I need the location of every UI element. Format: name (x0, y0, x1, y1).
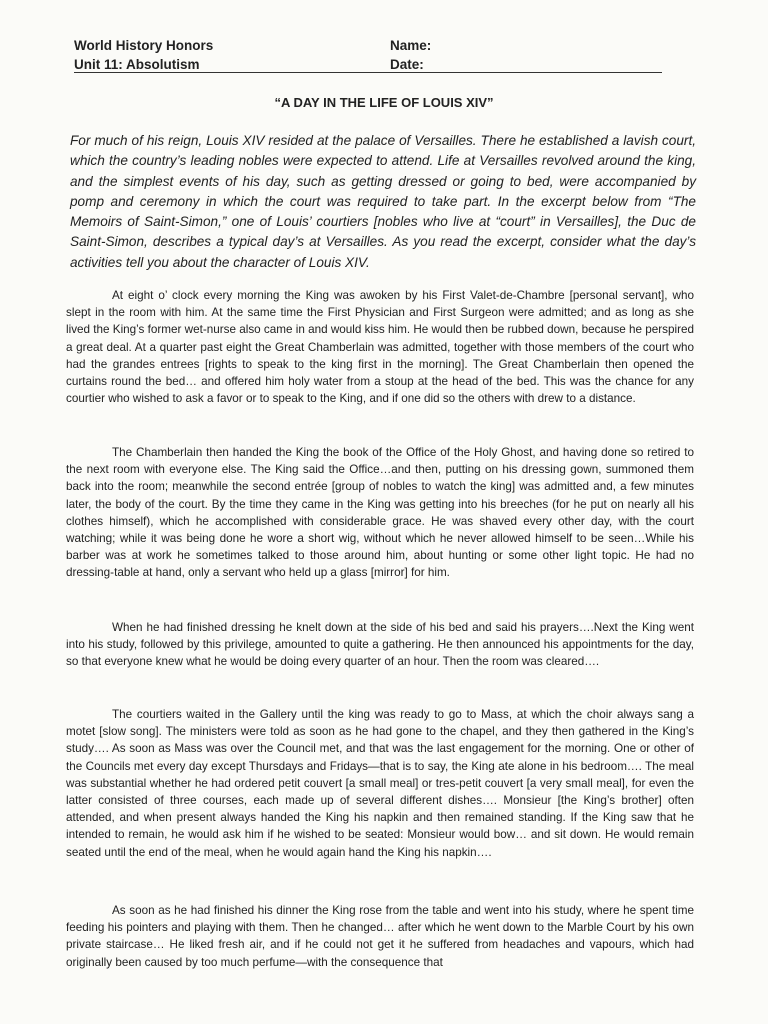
excerpt-paragraph (66, 706, 694, 861)
paragraph-text: When he had finished dressing he knelt down at the side of his bed and said his prayers….Next the King went into his study, followed by this privilege, amounted to quite a gathering. He then announced his appointments for the day, so that everyone knew what he would be doing every quarter of an hour. Then the room was cleared…. (66, 621, 694, 669)
excerpt-paragraph (66, 444, 694, 582)
course-name: World History Honors (74, 38, 214, 53)
course-header (74, 36, 213, 74)
excerpt-paragraph (66, 287, 694, 407)
date-label: Date: (390, 57, 424, 72)
paragraph-text: At eight o’ clock every morning the King was awoken by his First Valet-de-Chambre [personal servant], who slept in the room with him. At the same time the First Physician and First Surgeon were admitted; and as long as she lived the King’s former wet-nurse also came in and would kiss him. He would then be rubbed down, because he perspired a great deal. At a quarter past eight the Great Chamberlain was admitted, together with those members of the court who had the grandes entrees [rights to speak to the king first in the morning]. The Great Chamberlain then opened the curtains round the bed… and offered him holy water from a stoup at the head of the bed. This was the chance for any courtier who wished to ask a favor or to speak to the King, and if one did so the others with drew to a distance. (66, 289, 695, 406)
student-fields (390, 36, 431, 74)
intro-paragraph: For much of his reign, Louis XIV resided at the palace of Versailles. There he established a lavish court, which the country’s leading nobles were expected to attend. Life at Versailles revolved around the king, and the simplest events of his day, such as getting dressed or going to bed, were accompanied by pomp and ceremony in which the court was required to take part. In the excerpt below from “The Memoirs of Saint-Simon,” one of Louis’ courtiers [nobles who live at “court” in Versailles], the Duc de Saint-Simon, describes a typical day’s at Versailles. As you read the excerpt, consider what the day’s activities tell you about the character of Louis XIV. (70, 133, 696, 270)
excerpt-paragraph (66, 619, 694, 671)
paragraph-text: The courtiers waited in the Gallery until the king was ready to go to Mass, at which the choir always sang a motet [slow song]. The ministers were told as soon as he had gone to the chapel, and they then gathered in the King’s study…. As soon as Mass was over the Council met, and that was the last engagement for the morning. One or other of the Councils met every day except Thursdays and Fridays—that is to say, the King ate alone in his bedroom…. The meal was substantial whether he had ordered petit couvert [a small meal] or tres-petit couvert [a very small meal], for even the latter consisted of three courses, each made up of several different dishes…. Monsieur [the King’s brother] often attended, and when present always handed the King his napkin and then remained standing. If the King saw that he intended to remain, he would ask him if he wished to be seated: Monsieur would bow… and sit down. He would remain seated until the end of the meal, when he would again hand the King his napkin…. (66, 708, 694, 859)
unit-name: Unit 11: Absolutism (74, 57, 200, 72)
paragraph-text: As soon as he had finished his dinner the King rose from the table and went into his study, where he spent time feeding his pointers and playing with them. Then he changed… after which he went down to the Marble Court by his own private staircase… He liked fresh air, and if he could not get it he suffered from headaches and vapours, which had originally been caused by too much perfume—with the consequence that (66, 904, 694, 969)
paragraph-text: The Chamberlain then handed the King the book of the Office of the Holy Ghost, and having done so retired to the next room with everyone else. The King said the Office…and then, putting on his dressing gown, summoned them back into the room; meanwhile the second entrée [group of nobles to watch the king] was admitted and, a few minutes later, the body of the court. By the time they came in the King was getting into his breeches (for he put on nearly all his clothes himself), which he accomplished with considerable grace. He was shaved every other day, with the court watching; while it was being done he wore a short wig, without which he never allowed himself to be seen…While his barber was at work he sometimes talked to those around him, about hunting or some other light topic. He had no dressing-table at hand, only a servant who held up a glass [mirror] for him. (66, 446, 694, 580)
page-title: “A DAY IN THE LIFE OF LOUIS XIV” (274, 95, 494, 110)
name-label: Name: (390, 38, 432, 53)
header-rule (74, 72, 662, 73)
excerpt-paragraph (66, 902, 694, 971)
